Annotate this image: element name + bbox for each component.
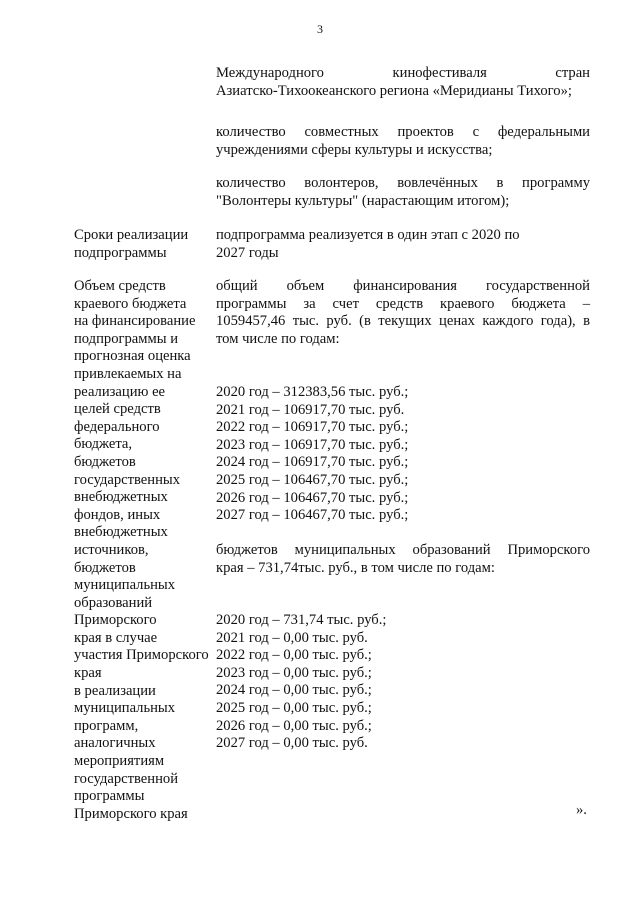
municipal-total-line: бюджетов муниципальных образований Приморского <box>216 542 590 558</box>
funding-total-line: общий объем финансирования государственной <box>216 278 590 294</box>
terms-label-line: подпрограммы <box>74 244 167 261</box>
year-amount: 2022 год – 0,00 тыс. руб.; <box>216 647 372 664</box>
indicator-joint-projects <box>216 124 590 159</box>
continuation-line: Азиатско-Тихоокеанского региона «Меридианы Тихого»; <box>216 82 572 99</box>
continuation-text <box>216 65 590 100</box>
year-amount: 2027 год – 106467,70 тыс. руб.; <box>216 507 409 524</box>
funding-total-line: программы за счет средств краевого бюджета – <box>216 295 590 312</box>
regional-years-list <box>216 384 590 525</box>
funding-label-line: Объем средств <box>74 278 166 294</box>
funding-label-line: Приморского края <box>74 805 188 822</box>
funding-label-line: прогнозная оценка <box>74 348 191 365</box>
municipal-total <box>216 542 590 577</box>
year-amount: 2023 год – 106917,70 тыс. руб.; <box>216 436 409 453</box>
funding-label-line: муниципальных <box>74 700 176 717</box>
closing-quote: ». <box>576 802 587 818</box>
indicator-volunteers <box>216 175 590 210</box>
funding-label-line: программы <box>74 788 145 805</box>
year-amount: 2021 год – 106917,70 тыс. руб. <box>216 401 405 418</box>
terms-value-line: 2027 годы <box>216 244 279 261</box>
funding-label-line: государственных <box>74 471 181 488</box>
year-amount: 2027 год – 0,00 тыс. руб. <box>216 735 368 752</box>
funding-label-line: Приморского <box>74 612 157 629</box>
year-amount: 2020 год – 312383,56 тыс. руб.; <box>216 384 409 400</box>
year-amount: 2024 год – 0,00 тыс. руб.; <box>216 682 372 699</box>
year-amount: 2026 год – 106467,70 тыс. руб.; <box>216 489 409 506</box>
page-number: 3 <box>317 22 323 36</box>
funding-label-line: программ, <box>74 717 139 734</box>
funding-label-line: внебюджетных <box>74 524 168 541</box>
terms-label-line: Сроки реализации <box>74 227 189 243</box>
funding-label-line: муниципальных <box>74 577 176 594</box>
funding-label-line: реализацию ее <box>74 383 166 400</box>
municipal-total-line: края – 731,74тыс. руб., в том числе по годам: <box>216 559 495 576</box>
terms-label <box>74 227 220 262</box>
funding-label-line: образований <box>74 594 153 611</box>
terms-value-line: подпрограмма реализуется в один этап с 2020 по <box>216 227 520 243</box>
continuation-line: Международного кинофестиваля стран <box>216 65 590 81</box>
indicator-line: количество совместных проектов с федеральными <box>216 124 590 140</box>
funding-label-line: государственной <box>74 770 179 787</box>
year-amount: 2025 год – 106467,70 тыс. руб.; <box>216 471 409 488</box>
funding-label-line: бюджета, <box>74 436 133 453</box>
year-amount: 2021 год – 0,00 тыс. руб. <box>216 629 368 646</box>
funding-label-line: в реализации <box>74 682 156 699</box>
funding-label <box>74 278 220 823</box>
funding-label-line: края в случае <box>74 629 158 646</box>
funding-label-line: бюджетов <box>74 453 136 470</box>
indicator-line: "Волонтеры культуры" (нарастающим итогом); <box>216 192 510 209</box>
year-amount: 2024 год – 106917,70 тыс. руб.; <box>216 454 409 471</box>
funding-label-line: источников, <box>74 541 149 558</box>
municipal-years-list <box>216 612 590 753</box>
funding-label-line: мероприятиям <box>74 753 165 770</box>
year-amount: 2025 год – 0,00 тыс. руб.; <box>216 699 372 716</box>
funding-total <box>216 278 590 348</box>
funding-label-line: аналогичных <box>74 735 156 752</box>
funding-total-line: 1059457,46 тыс. руб. (в текущих ценах каждого года), в <box>216 313 590 330</box>
indicator-line: количество волонтеров, вовлечённых в программу <box>216 175 590 191</box>
funding-label-line: бюджетов <box>74 559 136 576</box>
funding-total-line: том числе по годам: <box>216 330 340 347</box>
funding-label-line: привлекаемых на <box>74 365 182 382</box>
funding-label-line: федерального <box>74 418 160 435</box>
year-amount: 2023 год – 0,00 тыс. руб.; <box>216 664 372 681</box>
funding-label-line: подпрограммы и <box>74 330 179 347</box>
year-amount: 2026 год – 0,00 тыс. руб.; <box>216 717 372 734</box>
funding-label-line: участия Приморского <box>74 647 209 664</box>
funding-label-line: краевого бюджета <box>74 295 187 312</box>
funding-label-line: фондов, иных <box>74 506 161 523</box>
year-amount: 2020 год – 731,74 тыс. руб.; <box>216 612 387 628</box>
funding-label-line: края <box>74 665 102 682</box>
indicator-line: учреждениями сферы культуры и искусства; <box>216 141 493 158</box>
funding-label-line: целей средств <box>74 401 161 418</box>
terms-value <box>216 227 590 262</box>
funding-label-line: внебюджетных <box>74 489 168 506</box>
year-amount: 2022 год – 106917,70 тыс. руб.; <box>216 419 409 436</box>
funding-label-line: на финансирование <box>74 313 196 330</box>
